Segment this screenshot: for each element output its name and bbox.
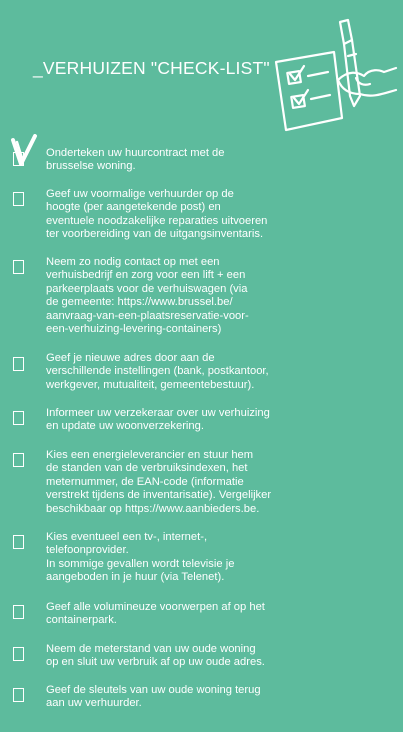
page-title: _VERHUIZEN "CHECK-LIST": [33, 58, 270, 78]
checklist-with-pen-illustration: [270, 14, 398, 134]
checkbox-icon[interactable]: [13, 357, 24, 371]
list-item-text: Neem zo nodig contact op met een verhuisbedrijf en zorg voor een lift + een parkeerplaats voor de verhuiswagen (via de gemeente: https://www.brussel.be/ aanvraag-van-een-plaatsreservatie-voor- een-verhuizing-levering-containers): [46, 256, 249, 336]
list-item-text: Geef uw voormalige verhuurder op de hoogte (per aangetekende post) en eventuele noodzakelijke reparaties uitvoeren ter voorbereiding van de uitgangsinventaris.: [46, 188, 268, 241]
check-icon: [9, 134, 39, 170]
list-item-text: Onderteken uw huurcontract met de brusselse woning.: [46, 147, 225, 173]
list-item-text: Kies eventueel een tv-, internet-, telefoonprovider. In sommige gevallen wordt televisie je aangeboden in je huur (via Telenet).: [46, 531, 235, 584]
checkbox-icon[interactable]: [13, 647, 24, 661]
list-item-text: Kies een energieleverancier en stuur hem de standen van de verbruiksindexen, het meternummer, de EAN-code (informatie verstrekt tijdens de inventarisatie). Vergelijker beschikbaar op https://www.aanbieders.be.: [46, 449, 272, 515]
list-item-text: Neem de meterstand van uw oude woning op en sluit uw verbruik af op uw oude adres.: [46, 643, 265, 669]
checkbox-icon[interactable]: [13, 688, 24, 702]
checkbox-icon[interactable]: [13, 192, 24, 206]
list-item-text: Geef alle volumineuze voorwerpen af op het containerpark.: [46, 601, 265, 627]
list-item-text: Geef de sleutels van uw oude woning terug aan uw verhuurder.: [46, 684, 261, 710]
checkbox-icon[interactable]: [13, 260, 24, 274]
list-item-text: Informeer uw verzekeraar over uw verhuizing en update uw woonverzekering.: [46, 407, 270, 433]
list-item-text: Geef je nieuwe adres door aan de verschillende instellingen (bank, postkantoor, werkgever, mutualiteit, gemeentebestuur).: [46, 352, 269, 391]
checkbox-icon[interactable]: [13, 535, 24, 549]
checkbox-icon[interactable]: [13, 411, 24, 425]
checkbox-icon[interactable]: [13, 453, 24, 467]
checkbox-icon[interactable]: [13, 605, 24, 619]
